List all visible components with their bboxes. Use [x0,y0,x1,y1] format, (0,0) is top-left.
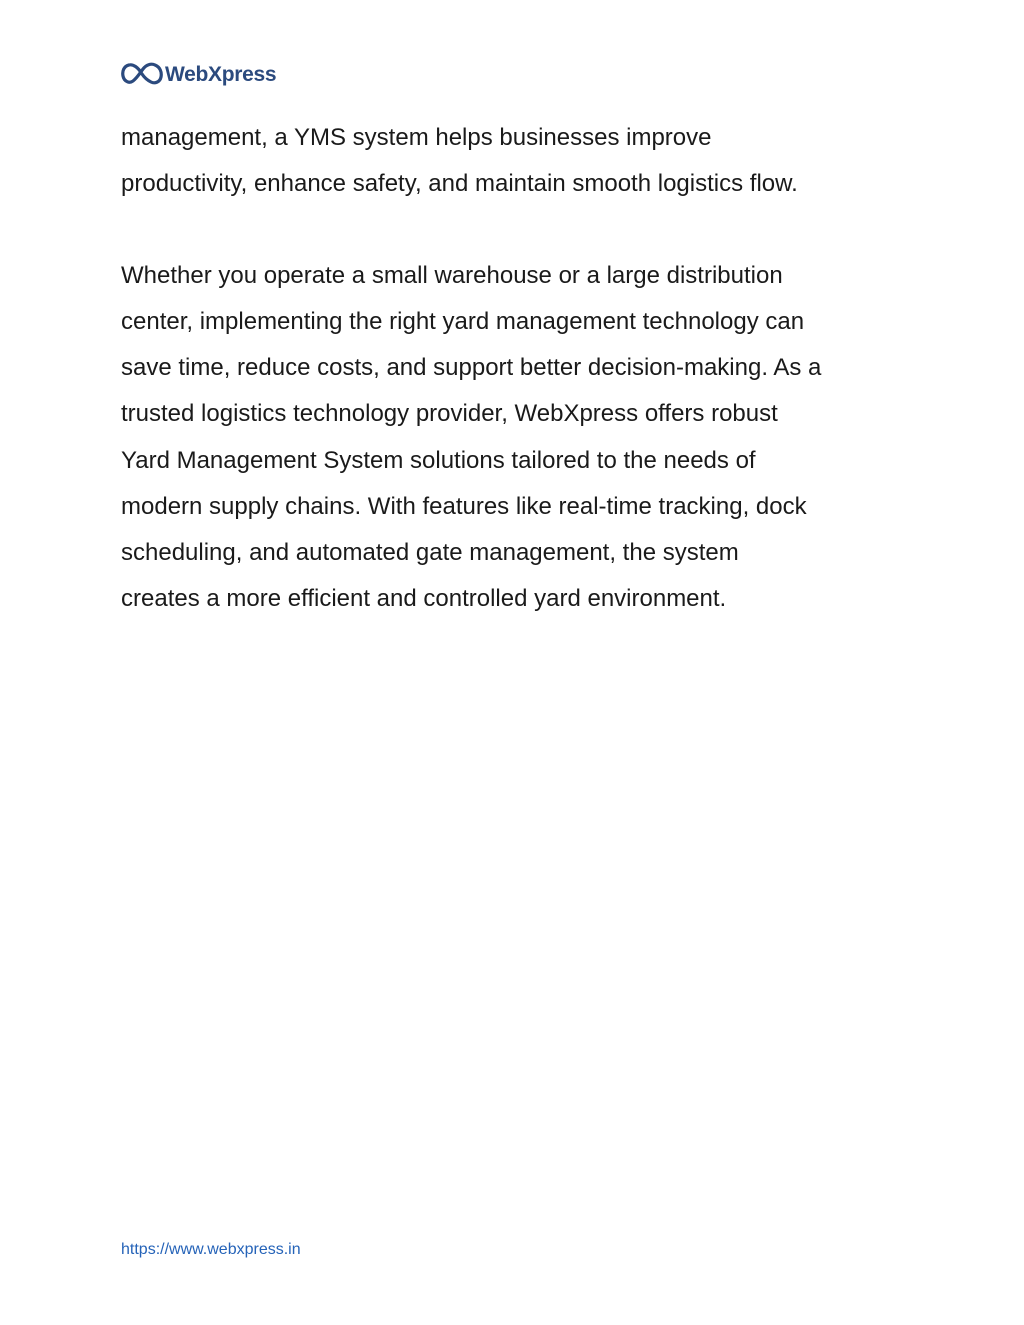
text-line: trusted logistics technology provider, WebXpress offers robust [121,400,778,428]
infinity-logo-icon [121,60,163,88]
text-line: management, a YMS system helps businesses improve [121,124,712,151]
logo-text: WebXpress [165,62,277,86]
text-line: Yard Management System solutions tailored to the needs of [121,446,756,474]
body-text [121,115,921,622]
text-line: save time, reduce costs, and support better decision-making. As a [121,354,822,382]
text-line: center, implementing the right yard management technology can [121,308,805,336]
footer-website-link[interactable]: https://www.webxpress.in [121,1241,301,1258]
header-logo [121,58,276,90]
text-line: modern supply chains. With features like real-time tracking, dock [121,492,807,520]
text-line: productivity, enhance safety, and maintain smooth logistics flow. [121,170,798,198]
text-line: Whether you operate a small warehouse or a large distribution [121,262,783,290]
paragraph [121,115,921,207]
paragraph [121,253,921,622]
text-line: scheduling, and automated gate management, the system [121,538,739,566]
text-line: creates a more efficient and controlled yard environment. [121,584,727,612]
